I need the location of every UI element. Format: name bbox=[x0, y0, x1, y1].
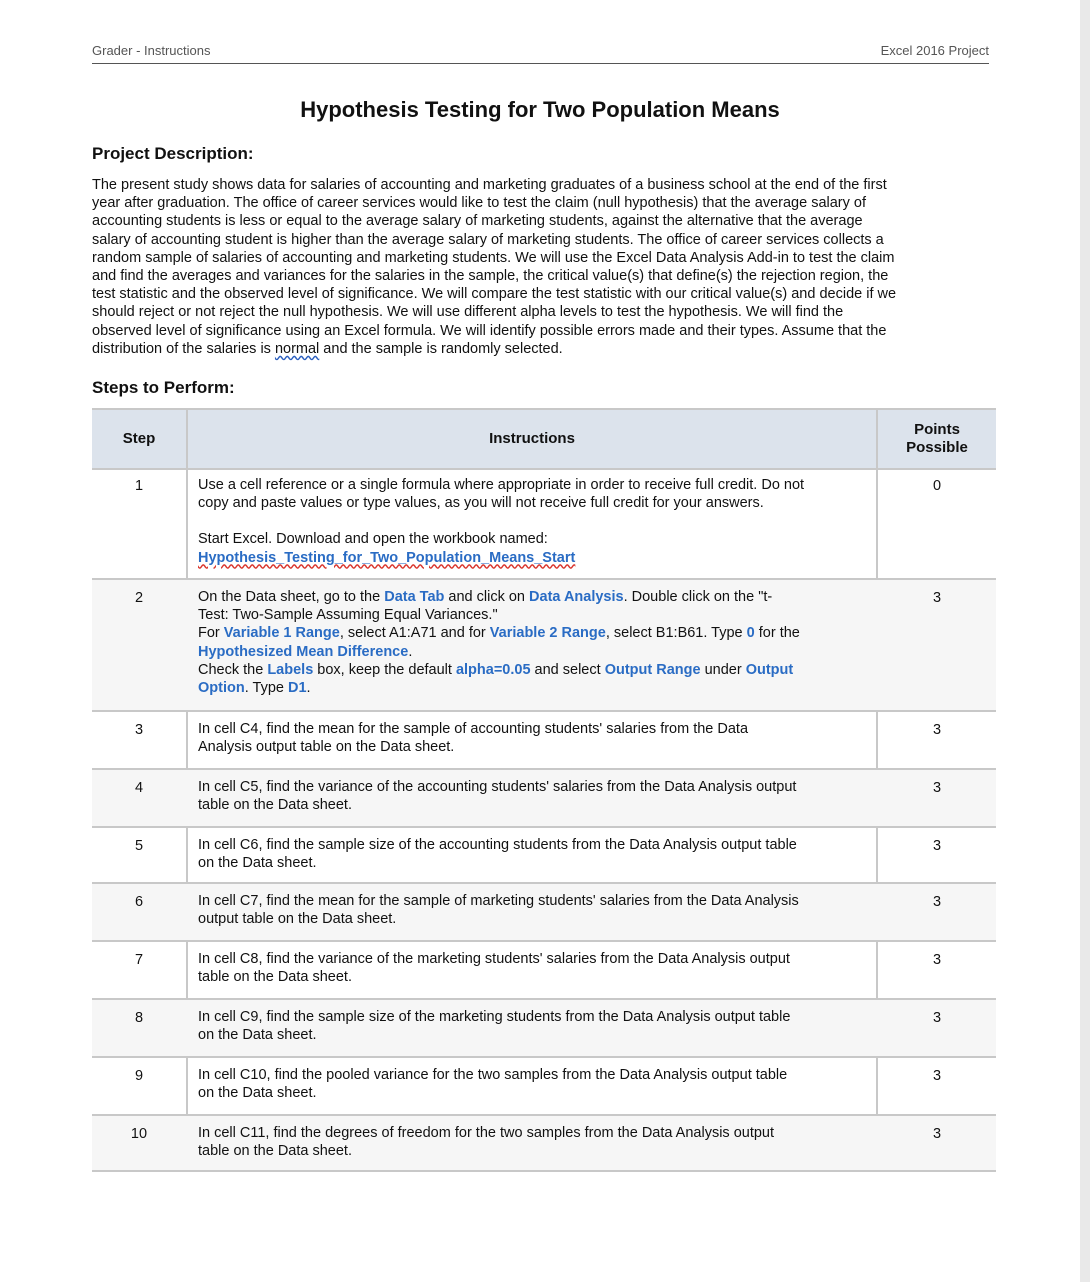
step-instructions: In cell C8, find the variance of the marketing students' salaries from the Data Analysis output table on the Data sheet. bbox=[198, 951, 790, 986]
step-points: 3 bbox=[932, 838, 942, 854]
step-points: 3 bbox=[932, 1010, 942, 1026]
description-line: observed level of significance using an Excel formula. We will identify possible errors made and their types. Assume that the bbox=[92, 322, 887, 339]
description-line: test statistic and the observed level of significance. We will compare the test statistic with our critical value(s) and decide if we bbox=[92, 286, 897, 303]
step-number: 10 bbox=[130, 1126, 148, 1142]
step-instructions: In cell C6, find the sample size of the accounting students from the Data Analysis output table on the Data sheet. bbox=[198, 837, 797, 872]
page-header bbox=[92, 43, 989, 64]
step-number: 5 bbox=[134, 838, 144, 854]
table-row bbox=[92, 1000, 996, 1058]
project-description bbox=[92, 176, 982, 358]
instruction-line: Test: Two-Sample Assuming Equal Variances." bbox=[198, 607, 498, 624]
keyword: alpha=0.05 bbox=[455, 661, 531, 678]
table-row bbox=[92, 468, 996, 580]
description-line: random sample of salaries of accounting and marketing students. We will use the Excel Data Analysis Add-in to test the claim bbox=[92, 249, 895, 266]
description-text: and the sample is randomly selected. bbox=[319, 340, 563, 357]
instruction-line: Hypothesized Mean Difference. bbox=[198, 643, 413, 660]
workbook-name: Hypothesis_Testing_for_Two_Population_Means_Start bbox=[198, 549, 576, 566]
step-points: 3 bbox=[932, 952, 942, 968]
description-line: should reject or not reject the null hypothesis. We will use different alpha levels to test the hypothesis. We will find the bbox=[92, 304, 844, 321]
project-description-heading: Project Description: bbox=[92, 144, 254, 163]
keyword: 0 bbox=[746, 625, 755, 642]
table-row bbox=[92, 1116, 996, 1172]
step-instructions bbox=[198, 588, 870, 697]
table-row bbox=[92, 884, 996, 942]
step-points: 3 bbox=[932, 590, 942, 606]
keyword: Variable 1 Range bbox=[223, 625, 340, 642]
instruction-line: Use a cell reference or a single formula where appropriate in order to receive full credit. Do not bbox=[198, 477, 805, 493]
keyword: Data Analysis bbox=[529, 589, 624, 605]
step-points: 3 bbox=[932, 780, 942, 796]
instruction-line: For Variable 1 Range, select A1:A71 and for Variable 2 Range, select B1:B61. Type 0 for the bbox=[198, 625, 800, 642]
step-number: 2 bbox=[134, 590, 144, 606]
description-text: distribution of the salaries is bbox=[92, 340, 275, 357]
step-instructions: In cell C4, find the mean for the sample of accounting students' salaries from the Data Analysis output table on the Data sheet. bbox=[198, 721, 749, 756]
step-instructions: In cell C5, find the variance of the accounting students' salaries from the Data Analysis output table on the Data sheet. bbox=[198, 779, 797, 814]
table-row bbox=[92, 712, 996, 770]
step-points: 3 bbox=[932, 894, 942, 910]
description-line: and find the averages and variances for the salaries in the sample, the critical value(s) that define(s) the rejection region, the bbox=[92, 268, 889, 285]
step-number: 3 bbox=[134, 722, 144, 738]
description-line: The present study shows data for salaries of accounting and marketing graduates of a business school at the end of the first bbox=[92, 177, 887, 193]
instruction-line: copy and paste values or type values, as you will not receive full credit for your answers. bbox=[198, 495, 764, 512]
description-line: salary of accounting student is higher than the average salary of marketing students. The office of career services collects a bbox=[92, 231, 884, 248]
instruction-line: Option. Type D1. bbox=[198, 680, 311, 697]
col-instructions-header: Instructions bbox=[489, 430, 575, 447]
col-step-header: Step bbox=[122, 430, 156, 447]
spellcheck-word: normal bbox=[274, 340, 320, 357]
instruction-line: Start Excel. Download and open the workbook named: bbox=[198, 531, 548, 548]
step-points: 3 bbox=[932, 722, 942, 738]
keyword: Hypothesized Mean Difference bbox=[198, 643, 409, 660]
instruction-line: Check the Labels box, keep the default alpha=0.05 and select Output Range under Output bbox=[198, 661, 794, 678]
step-number: 4 bbox=[134, 780, 144, 796]
step-number: 8 bbox=[134, 1010, 144, 1026]
step-points: 0 bbox=[932, 478, 942, 494]
keyword: Data Tab bbox=[384, 589, 445, 605]
step-instructions: In cell C9, find the sample size of the marketing students from the Data Analysis output table on the Data sheet. bbox=[198, 1009, 791, 1044]
steps-heading: Steps to Perform: bbox=[92, 378, 235, 397]
step-number: 1 bbox=[134, 478, 144, 494]
description-line: year after graduation. The office of career services would like to test the claim (null hypothesis) that the average salary of bbox=[92, 195, 867, 212]
step-points: 3 bbox=[932, 1068, 942, 1084]
keyword: D1 bbox=[287, 680, 307, 697]
table-row bbox=[92, 580, 996, 712]
table-row bbox=[92, 942, 996, 1000]
keyword: Variable 2 Range bbox=[489, 625, 606, 642]
table-row bbox=[92, 828, 996, 884]
description-line bbox=[92, 340, 982, 358]
step-number: 9 bbox=[134, 1068, 144, 1084]
table-row bbox=[92, 770, 996, 828]
keyword: Output bbox=[745, 661, 794, 678]
page-title: Hypothesis Testing for Two Population Means bbox=[300, 97, 780, 122]
keyword: Option bbox=[198, 680, 245, 697]
step-instructions: In cell C11, find the degrees of freedom for the two samples from the Data Analysis output table on the Data sheet. bbox=[198, 1125, 775, 1160]
step-instructions: In cell C7, find the mean for the sample of marketing students' salaries from the Data Analysis output table on the Data sheet. bbox=[198, 893, 799, 928]
table-row bbox=[92, 1058, 996, 1116]
instruction-line: On the Data sheet, go to the Data Tab and click on Data Analysis. Double click on the "t- bbox=[198, 589, 773, 605]
col-points-label: Points bbox=[914, 421, 960, 438]
step-number: 7 bbox=[134, 952, 144, 968]
step-instructions: In cell C10, find the pooled variance for the two samples from the Data Analysis output table on the Data sheet. bbox=[198, 1067, 788, 1102]
keyword: Labels bbox=[267, 661, 314, 678]
step-points: 3 bbox=[932, 1126, 942, 1142]
step-instructions bbox=[198, 476, 870, 567]
keyword: Output Range bbox=[604, 661, 701, 678]
header-left: Grader - Instructions bbox=[92, 43, 211, 58]
col-points-header bbox=[878, 410, 996, 468]
col-points-label: Possible bbox=[906, 439, 968, 456]
steps-table-header bbox=[92, 408, 996, 470]
step-number: 6 bbox=[134, 894, 144, 910]
description-line: accounting students is less or equal to the average salary of marketing students, against the alternative that the average bbox=[92, 213, 863, 230]
header-right: Excel 2016 Project bbox=[880, 43, 989, 58]
